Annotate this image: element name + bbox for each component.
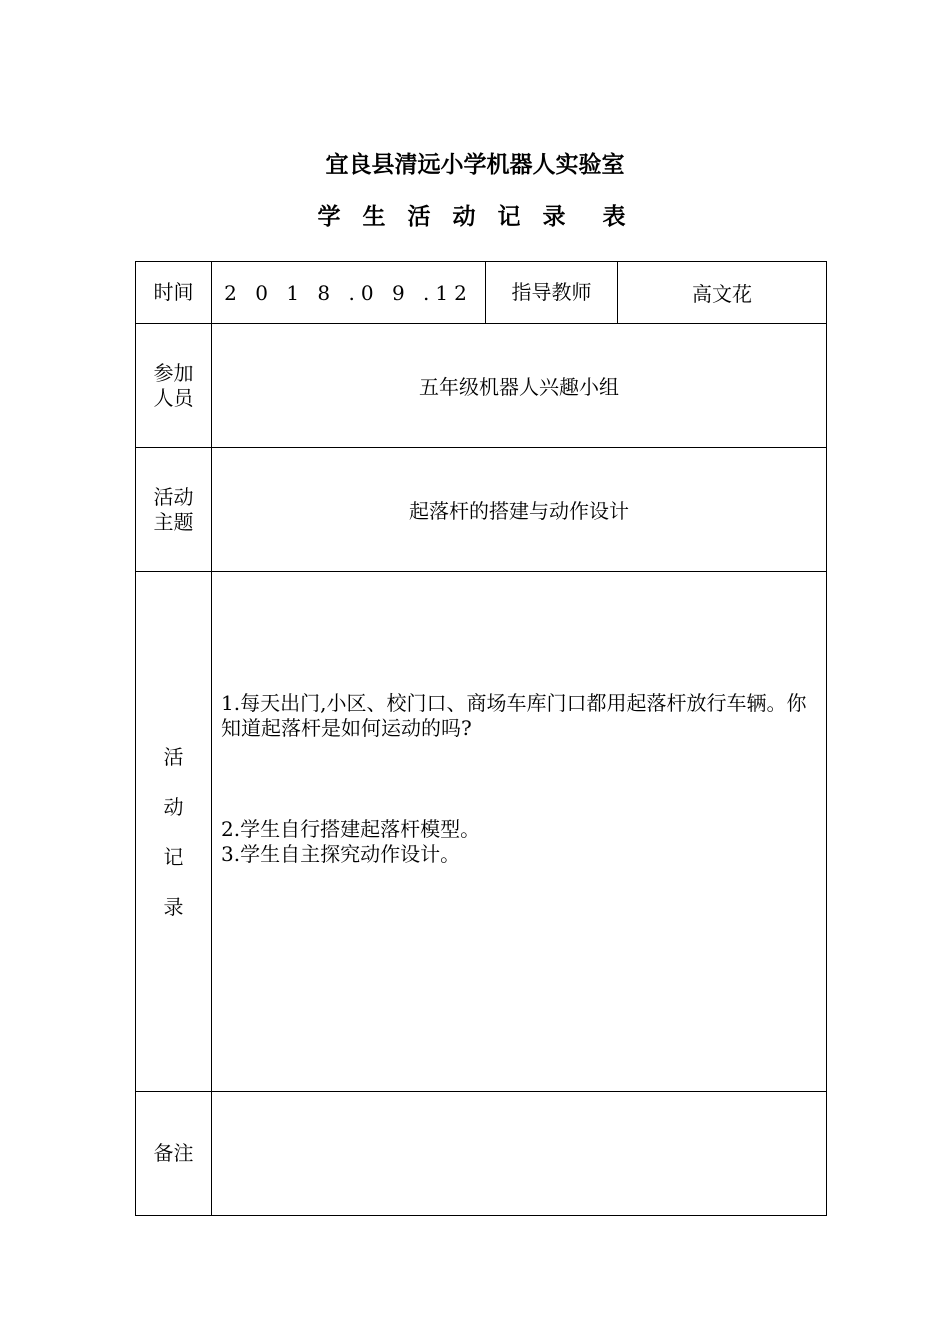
teacher-label: 指导教师 <box>486 262 618 324</box>
remarks-value <box>212 1092 827 1216</box>
record-row <box>136 572 827 1092</box>
theme-label-text: 活动主题 <box>153 484 194 534</box>
activity-record-table <box>135 261 827 1216</box>
record-item: 3.学生自主探究动作设计。 <box>221 842 461 866</box>
participants-row <box>136 324 827 448</box>
record-label-char: 活 <box>163 744 184 769</box>
time-label: 时间 <box>136 262 212 324</box>
theme-label <box>136 448 212 572</box>
record-label-char: 动 <box>163 794 184 819</box>
time-value: 2 0 1 8 .0 9 .12 <box>212 262 486 324</box>
remarks-row <box>136 1092 827 1216</box>
document-subtitle: 学 生 活 动 记 录 表 <box>317 204 633 230</box>
record-label <box>136 572 212 1092</box>
record-item: 1.每天出门,小区、校门口、商场车库门口都用起落杆放行车辆。你知道起落杆是如何运动的吗? <box>221 691 807 740</box>
time-row <box>136 262 827 324</box>
participants-value: 五年级机器人兴趣小组 <box>212 324 827 448</box>
record-label-char: 记 <box>163 844 184 869</box>
participants-label-text: 参加人员 <box>153 360 194 410</box>
theme-row <box>136 448 827 572</box>
participants-label <box>136 324 212 448</box>
remarks-label: 备注 <box>136 1092 212 1216</box>
record-label-char: 录 <box>163 894 184 919</box>
teacher-value: 高文花 <box>618 262 827 324</box>
document-title: 宜良县清远小学机器人实验室 <box>325 152 625 178</box>
theme-value: 起落杆的搭建与动作设计 <box>212 448 827 572</box>
record-item: 2.学生自行搭建起落杆模型。 <box>221 817 481 841</box>
record-content <box>212 572 827 1092</box>
